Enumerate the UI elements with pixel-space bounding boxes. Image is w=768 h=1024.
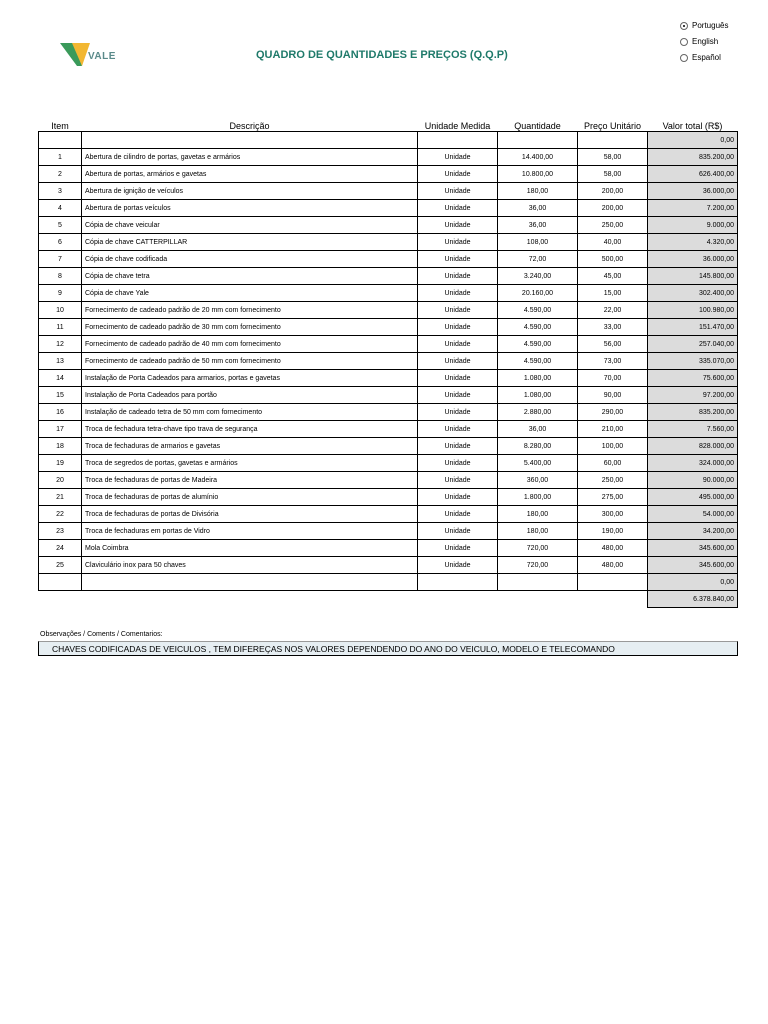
table-row bbox=[39, 149, 738, 166]
header-preco: Preço Unitário bbox=[583, 121, 642, 131]
cell-item: 15 bbox=[39, 387, 82, 404]
language-option-english[interactable] bbox=[680, 37, 718, 46]
cell-item: 13 bbox=[39, 353, 82, 370]
cell-quantidade: 36,00 bbox=[498, 200, 578, 217]
cell-total: 97.200,00 bbox=[648, 387, 738, 404]
cell-total: 151.470,00 bbox=[648, 319, 738, 336]
cell-descricao: Troca de fechaduras de armarios e gavetas bbox=[82, 438, 418, 455]
cell-preco: 290,00 bbox=[578, 404, 648, 421]
cell-total: 324.000,00 bbox=[648, 455, 738, 472]
cell-descricao: Abertura de ignição de veículos bbox=[82, 183, 418, 200]
cell-total: 34.200,00 bbox=[648, 523, 738, 540]
table-row-grand-total bbox=[39, 591, 738, 608]
cell-empty bbox=[39, 574, 82, 591]
cell-quantidade: 4.590,00 bbox=[498, 319, 578, 336]
cell-spacer bbox=[418, 591, 498, 608]
cell-total: 90.000,00 bbox=[648, 472, 738, 489]
observations-text: CHAVES CODIFICADAS DE VEICULOS , TEM DIFEREÇAS NOS VALORES DEPENDENDO DO ANO DO VEICULO, MODELO E TELECOMANDO bbox=[38, 641, 738, 656]
cell-unidade: Unidade bbox=[418, 353, 498, 370]
cell-item: 8 bbox=[39, 268, 82, 285]
cell-quantidade: 5.400,00 bbox=[498, 455, 578, 472]
cell-quantidade: 108,00 bbox=[498, 234, 578, 251]
cell-total: 75.600,00 bbox=[648, 370, 738, 387]
cell-descricao: Claviculário inox para 50 chaves bbox=[82, 557, 418, 574]
table-row bbox=[39, 540, 738, 557]
table-row bbox=[39, 319, 738, 336]
cell-empty bbox=[82, 132, 418, 149]
cell-unidade: Unidade bbox=[418, 472, 498, 489]
table-row bbox=[39, 302, 738, 319]
cell-quantidade: 14.400,00 bbox=[498, 149, 578, 166]
cell-empty bbox=[418, 574, 498, 591]
cell-item: 23 bbox=[39, 523, 82, 540]
table-row bbox=[39, 285, 738, 302]
cell-unidade: Unidade bbox=[418, 234, 498, 251]
cell-item: 3 bbox=[39, 183, 82, 200]
cell-unidade: Unidade bbox=[418, 489, 498, 506]
cell-total: 36.000,00 bbox=[648, 183, 738, 200]
cell-unidade: Unidade bbox=[418, 557, 498, 574]
cell-unidade: Unidade bbox=[418, 251, 498, 268]
table-row bbox=[39, 421, 738, 438]
cell-unidade: Unidade bbox=[418, 166, 498, 183]
cell-total: 626.400,00 bbox=[648, 166, 738, 183]
cell-descricao: Troca de fechaduras de portas de Divisória bbox=[82, 506, 418, 523]
cell-item: 24 bbox=[39, 540, 82, 557]
cell-empty bbox=[578, 132, 648, 149]
cell-descricao: Troca de fechaduras em portas de Vidro bbox=[82, 523, 418, 540]
cell-quantidade: 720,00 bbox=[498, 540, 578, 557]
cell-total: 54.000,00 bbox=[648, 506, 738, 523]
cell-preco: 58,00 bbox=[578, 149, 648, 166]
radio-selected-icon[interactable] bbox=[680, 22, 688, 30]
table-row bbox=[39, 336, 738, 353]
cell-item: 11 bbox=[39, 319, 82, 336]
cell-total: 345.600,00 bbox=[648, 540, 738, 557]
cell-quantidade: 180,00 bbox=[498, 506, 578, 523]
cell-item: 5 bbox=[39, 217, 82, 234]
cell-quantidade: 10.800,00 bbox=[498, 166, 578, 183]
radio-icon[interactable] bbox=[680, 54, 688, 62]
cell-total: 4.320,00 bbox=[648, 234, 738, 251]
table-row bbox=[39, 523, 738, 540]
cell-total: 835.200,00 bbox=[648, 404, 738, 421]
cell-total: 7.560,00 bbox=[648, 421, 738, 438]
cell-preco: 500,00 bbox=[578, 251, 648, 268]
cell-quantidade: 3.240,00 bbox=[498, 268, 578, 285]
table-row bbox=[39, 251, 738, 268]
cell-quantidade: 360,00 bbox=[498, 472, 578, 489]
cell-unidade: Unidade bbox=[418, 455, 498, 472]
cell-descricao: Fornecimento de cadeado padrão de 50 mm com fornecimento bbox=[82, 353, 418, 370]
cell-total: 828.000,00 bbox=[648, 438, 738, 455]
cell-total: 335.070,00 bbox=[648, 353, 738, 370]
radio-icon[interactable] bbox=[680, 38, 688, 46]
cell-quantidade: 4.590,00 bbox=[498, 353, 578, 370]
cell-total: 302.400,00 bbox=[648, 285, 738, 302]
table-row bbox=[39, 353, 738, 370]
cell-unidade: Unidade bbox=[418, 183, 498, 200]
cell-quantidade: 8.280,00 bbox=[498, 438, 578, 455]
table-row bbox=[39, 183, 738, 200]
cell-total: 36.000,00 bbox=[648, 251, 738, 268]
cell-quantidade: 4.590,00 bbox=[498, 336, 578, 353]
table-row bbox=[39, 234, 738, 251]
table-row bbox=[39, 472, 738, 489]
cell-descricao: Cópia de chave tetra bbox=[82, 268, 418, 285]
cell-empty bbox=[418, 132, 498, 149]
cell-descricao: Abertura de portas veículos bbox=[82, 200, 418, 217]
header-valor-total: Valor total (R$) bbox=[662, 121, 723, 131]
cell-spacer bbox=[39, 591, 82, 608]
cell-quantidade: 180,00 bbox=[498, 523, 578, 540]
cell-unidade: Unidade bbox=[418, 540, 498, 557]
cell-item: 14 bbox=[39, 370, 82, 387]
table-row bbox=[39, 387, 738, 404]
table-row bbox=[39, 557, 738, 574]
cell-preco: 15,00 bbox=[578, 285, 648, 302]
logo-text: VALE bbox=[88, 51, 116, 62]
cell-preco: 45,00 bbox=[578, 268, 648, 285]
cell-preco: 33,00 bbox=[578, 319, 648, 336]
language-label: English bbox=[692, 37, 719, 46]
cell-descricao: Mola Coimbra bbox=[82, 540, 418, 557]
cell-quantidade: 1.800,00 bbox=[498, 489, 578, 506]
cell-descricao: Fornecimento de cadeado padrão de 30 mm com fornecimento bbox=[82, 319, 418, 336]
cell-preco: 200,00 bbox=[578, 183, 648, 200]
cell-descricao: Fornecimento de cadeado padrão de 20 mm com fornecimento bbox=[82, 302, 418, 319]
cell-item: 17 bbox=[39, 421, 82, 438]
cell-unidade: Unidade bbox=[418, 421, 498, 438]
cell-item: 25 bbox=[39, 557, 82, 574]
cell-preco: 40,00 bbox=[578, 234, 648, 251]
cell-item: 21 bbox=[39, 489, 82, 506]
cell-spacer bbox=[578, 591, 648, 608]
cell-preco: 73,00 bbox=[578, 353, 648, 370]
cell-item: 12 bbox=[39, 336, 82, 353]
cell-descricao: Cópia de chave veicular bbox=[82, 217, 418, 234]
language-label: Português bbox=[692, 21, 729, 30]
cell-descricao: Troca de fechaduras de portas de alumínio bbox=[82, 489, 418, 506]
cell-empty bbox=[578, 574, 648, 591]
table-row-blank-top bbox=[39, 132, 738, 149]
cell-preco: 300,00 bbox=[578, 506, 648, 523]
cell-total: 9.000,00 bbox=[648, 217, 738, 234]
cell-unidade: Unidade bbox=[418, 336, 498, 353]
cell-total: 495.000,00 bbox=[648, 489, 738, 506]
cell-total: 345.600,00 bbox=[648, 557, 738, 574]
cell-unidade: Unidade bbox=[418, 319, 498, 336]
cell-descricao: Troca de segredos de portas, gavetas e armários bbox=[82, 455, 418, 472]
cell-preco: 275,00 bbox=[578, 489, 648, 506]
cell-total: 7.200,00 bbox=[648, 200, 738, 217]
cell-empty bbox=[82, 574, 418, 591]
table-row bbox=[39, 455, 738, 472]
cell-descricao: Instalação de Porta Cadeados para armarios, portas e gavetas bbox=[82, 370, 418, 387]
cell-item: 22 bbox=[39, 506, 82, 523]
header-unidade: Unidade Medida bbox=[424, 121, 491, 131]
cell-descricao: Instalação de Porta Cadeados para portão bbox=[82, 387, 418, 404]
cell-total: 835.200,00 bbox=[648, 149, 738, 166]
table-row bbox=[39, 489, 738, 506]
cell-spacer bbox=[82, 591, 418, 608]
cell-total: 257.040,00 bbox=[648, 336, 738, 353]
cell-total: 100.980,00 bbox=[648, 302, 738, 319]
qqp-table bbox=[38, 114, 738, 608]
cell-unidade: Unidade bbox=[418, 370, 498, 387]
cell-quantidade: 1.080,00 bbox=[498, 387, 578, 404]
cell-empty bbox=[498, 574, 578, 591]
cell-preco: 250,00 bbox=[578, 217, 648, 234]
observations-label: Observações / Coments / Comentarios: bbox=[40, 631, 163, 638]
table-header-row bbox=[39, 114, 738, 132]
cell-preco: 22,00 bbox=[578, 302, 648, 319]
cell-item: 16 bbox=[39, 404, 82, 421]
cell-preco: 90,00 bbox=[578, 387, 648, 404]
cell-preco: 210,00 bbox=[578, 421, 648, 438]
cell-quantidade: 720,00 bbox=[498, 557, 578, 574]
cell-descricao: Abertura de portas, armários e gavetas bbox=[82, 166, 418, 183]
cell-item: 9 bbox=[39, 285, 82, 302]
cell-preco: 58,00 bbox=[578, 166, 648, 183]
cell-unidade: Unidade bbox=[418, 268, 498, 285]
cell-item: 20 bbox=[39, 472, 82, 489]
cell-descricao: Fornecimento de cadeado padrão de 40 mm com fornecimento bbox=[82, 336, 418, 353]
language-option-espanol[interactable] bbox=[680, 53, 721, 62]
cell-descricao: Abertura de cilindro de portas, gavetas e armários bbox=[82, 149, 418, 166]
table-row bbox=[39, 268, 738, 285]
cell-preco: 70,00 bbox=[578, 370, 648, 387]
cell-item: 10 bbox=[39, 302, 82, 319]
cell-quantidade: 36,00 bbox=[498, 421, 578, 438]
table-row bbox=[39, 370, 738, 387]
cell-descricao: Cópia de chave CATTERPILLAR bbox=[82, 234, 418, 251]
page-title: QUADRO DE QUANTIDADES E PREÇOS (Q.Q.P) bbox=[256, 49, 508, 61]
cell-item: 18 bbox=[39, 438, 82, 455]
cell-total: 145.800,00 bbox=[648, 268, 738, 285]
cell-item: 2 bbox=[39, 166, 82, 183]
cell-empty bbox=[498, 132, 578, 149]
cell-total: 0,00 bbox=[648, 132, 738, 149]
cell-unidade: Unidade bbox=[418, 149, 498, 166]
cell-unidade: Unidade bbox=[418, 438, 498, 455]
cell-quantidade: 180,00 bbox=[498, 183, 578, 200]
cell-item: 6 bbox=[39, 234, 82, 251]
cell-preco: 100,00 bbox=[578, 438, 648, 455]
table-row-blank-bottom bbox=[39, 574, 738, 591]
table-row bbox=[39, 506, 738, 523]
cell-preco: 56,00 bbox=[578, 336, 648, 353]
header-quantidade: Quantidade bbox=[514, 121, 561, 131]
cell-item: 4 bbox=[39, 200, 82, 217]
cell-unidade: Unidade bbox=[418, 217, 498, 234]
cell-descricao: Troca de fechadura tetra-chave tipo trava de segurança bbox=[82, 421, 418, 438]
cell-preco: 190,00 bbox=[578, 523, 648, 540]
cell-descricao: Troca de fechaduras de portas de Madeira bbox=[82, 472, 418, 489]
header-descricao: Descrição bbox=[229, 121, 270, 131]
table-row bbox=[39, 438, 738, 455]
cell-quantidade: 1.080,00 bbox=[498, 370, 578, 387]
cell-unidade: Unidade bbox=[418, 302, 498, 319]
cell-preco: 480,00 bbox=[578, 557, 648, 574]
cell-unidade: Unidade bbox=[418, 285, 498, 302]
cell-unidade: Unidade bbox=[418, 523, 498, 540]
cell-item: 19 bbox=[39, 455, 82, 472]
cell-unidade: Unidade bbox=[418, 200, 498, 217]
cell-total: 0,00 bbox=[648, 574, 738, 591]
cell-item: 7 bbox=[39, 251, 82, 268]
cell-quantidade: 2.880,00 bbox=[498, 404, 578, 421]
table-row bbox=[39, 217, 738, 234]
table-row bbox=[39, 166, 738, 183]
header-item: Item bbox=[51, 121, 69, 131]
cell-preco: 480,00 bbox=[578, 540, 648, 557]
language-option-portugues[interactable] bbox=[680, 21, 728, 30]
cell-quantidade: 20.160,00 bbox=[498, 285, 578, 302]
cell-quantidade: 4.590,00 bbox=[498, 302, 578, 319]
cell-descricao: Instalação de cadeado tetra de 50 mm com fornecimento bbox=[82, 404, 418, 421]
language-label: Español bbox=[692, 53, 721, 62]
cell-unidade: Unidade bbox=[418, 404, 498, 421]
cell-spacer bbox=[498, 591, 578, 608]
cell-empty bbox=[39, 132, 82, 149]
cell-preco: 250,00 bbox=[578, 472, 648, 489]
cell-descricao: Cópia de chave Yale bbox=[82, 285, 418, 302]
cell-preco: 200,00 bbox=[578, 200, 648, 217]
table-row bbox=[39, 200, 738, 217]
cell-item: 1 bbox=[39, 149, 82, 166]
cell-quantidade: 36,00 bbox=[498, 217, 578, 234]
cell-unidade: Unidade bbox=[418, 506, 498, 523]
cell-quantidade: 72,00 bbox=[498, 251, 578, 268]
grand-total: 6.378.840,00 bbox=[648, 591, 738, 608]
cell-preco: 60,00 bbox=[578, 455, 648, 472]
cell-descricao: Cópia de chave codificada bbox=[82, 251, 418, 268]
cell-unidade: Unidade bbox=[418, 387, 498, 404]
table-row bbox=[39, 404, 738, 421]
